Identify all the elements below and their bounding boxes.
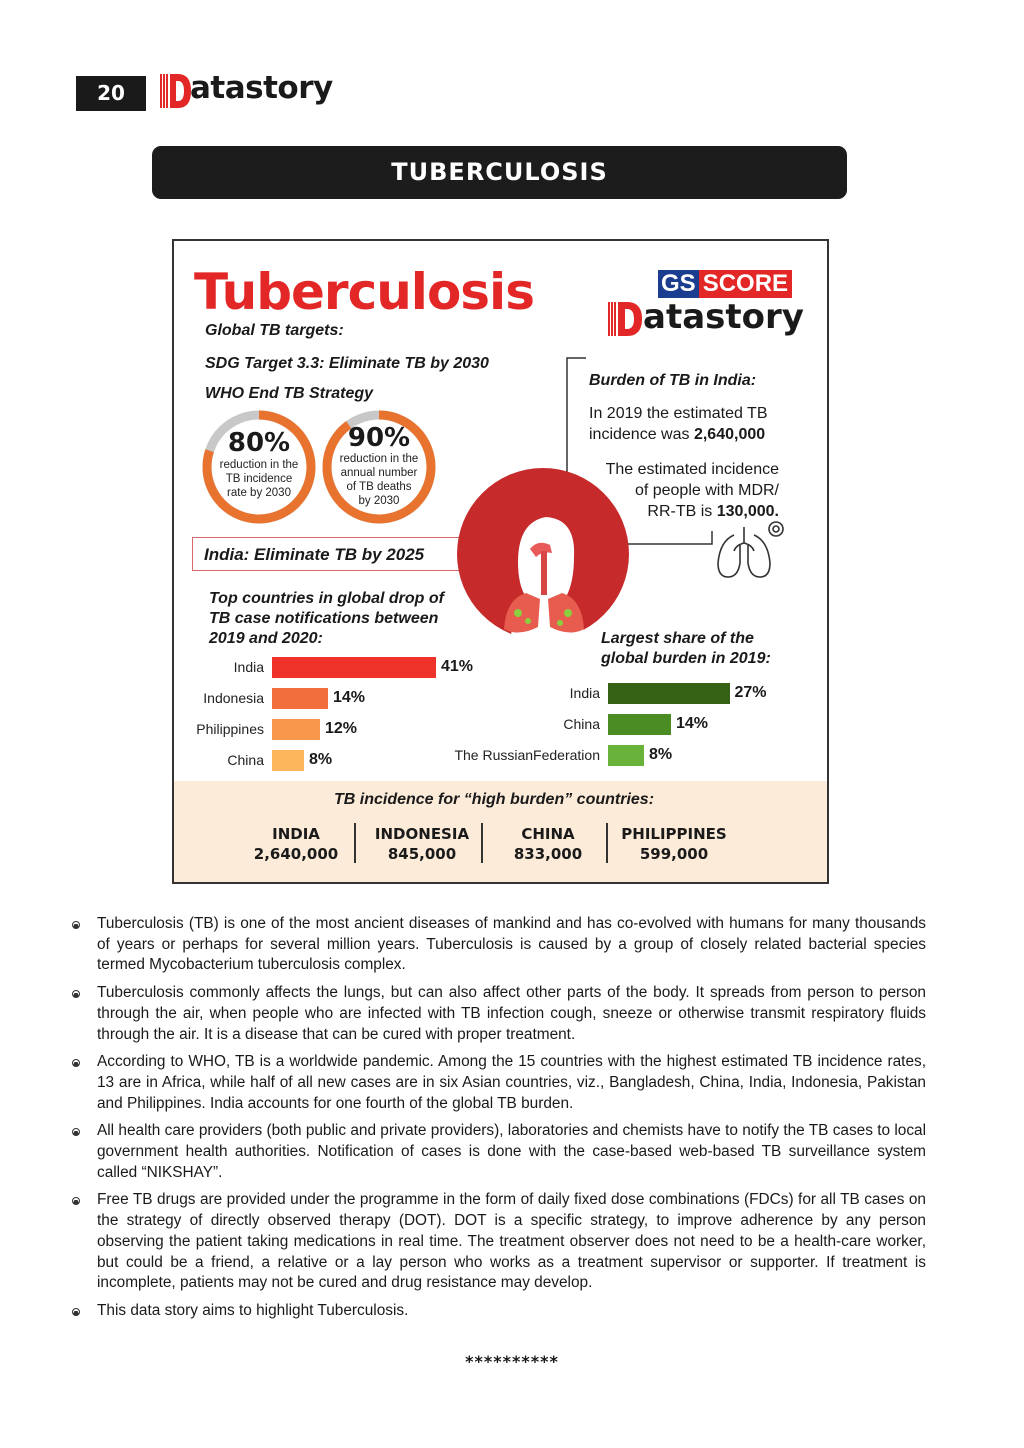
bar-value-label: 27% [734,684,767,701]
logo-gs: GS [658,270,699,298]
tb-infographic [172,239,829,884]
bar [272,657,436,678]
target-2-text: reduction in the annual number of TB deaths by 2030 [339,453,419,507]
sdg-target: SDG Target 3.3: Eliminate TB by 2030 [205,355,489,372]
bullet-icon [72,990,80,998]
brand-name: atastory [190,70,333,106]
bar-label: China [227,752,264,768]
gsscore-logo [658,270,792,298]
target-1-text: reduction in the TB incidence rate by 2030 [219,459,299,499]
bar-label: Indonesia [203,690,264,706]
pointer-line [624,491,724,551]
bar-value-label: 41% [441,658,474,675]
end-marker: ********** [465,1352,559,1371]
target-1-percent: 80% [227,428,291,458]
bar-label: Philippines [196,721,264,737]
bar-value-label: 14% [333,689,366,706]
bullet-icon [72,1128,80,1136]
logo-score: SCORE [699,270,792,298]
share-heading: Largest share of the global burden in 2019: [601,630,771,667]
bar-label: The RussianFederation [454,747,600,763]
bar [608,683,730,704]
hb-separator [606,823,608,863]
datastory-logo-small-icon [606,298,644,340]
bar-label: India [569,685,600,701]
mdr-text: The estimated incidence of people with MDR/ RR-TB is 130,000. [605,461,779,520]
bar-value-label: 12% [325,720,358,737]
hb-china: CHINA 833,000 [513,825,583,863]
hb-india: INDIA 2,640,000 [253,825,339,863]
bullet-icon [72,1197,80,1205]
list-item: According to WHO, TB is a worldwide pandemic. Among the 15 countries with the highest estimated TB incidence rates, 13 are in Africa, while half of all new cases are in six Asian countries, viz., Bangladesh, China, India, Indonesia, Pakistan and Philippines. India accounts for one fourth of the global TB burden. [72,1052,926,1114]
bar-value-label: 8% [649,746,673,763]
bullet-icon [72,921,80,929]
list-item: Tuberculosis commonly affects the lungs, but can also affect other parts of the body. It spreads from person to person through the air, when people who are infected with TB infection cough, sneeze or otherwise transmit respiratory fluids through the air. It is a disease that can be cured with proper treatment. [72,983,926,1045]
list-item: Tuberculosis (TB) is one of the most ancient diseases of mankind and has co-evolved with humans for many thousands of years or perhaps for several million years. Tuberculosis is caused by a group of closely related bacterial species termed Mycobacterium tuberculosis complex. [72,914,926,976]
bar-label: China [563,716,600,732]
datastory-logo-icon [158,70,192,112]
list-item: All health care providers (both public and private providers), laboratories and chemists have to notify the TB cases to local government health authorities. Notification of cases is done with the case-based web-based TB surveillance system called “NIKSHAY”. [72,1121,926,1183]
who-strategy: WHO End TB Strategy [205,385,374,402]
bullet-icon [72,1308,80,1316]
bullet-icon [72,1059,80,1067]
bar [272,688,328,709]
burden-heading: Burden of TB in India: [589,372,757,389]
drop-heading: Top countries in global drop of TB case notifications between 2019 and 2020: [209,590,444,647]
india-target: India: Eliminate TB by 2025 [204,545,425,564]
bar-label: India [233,659,264,675]
bar [272,750,304,771]
burden-text: In 2019 the estimated TB incidence was 2,640,000 [589,405,768,443]
hb-philippines: PHILIPPINES 599,000 [621,825,727,863]
hb-separator [354,823,356,863]
bar [608,745,644,766]
list-item: Free TB drugs are provided under the programme in the form of daily fixed dose combinations (FDCs) for all TB cases on the strategy of directly observed therapy (DOT). DOT is a specific strategy, to improve adherence by any person observing the patient taking medications in real time. The treatment observer does not need to be a health-care worker, but could be a friend, a relative or a lay person who works as a treatment supervisor or supporter. If treatment is incomplete, patients may not be cured and drug resistance may develop. [72,1190,926,1294]
lungs-icon [714,519,786,583]
list-item: This data story aims to highlight Tuberculosis. [72,1301,926,1322]
logo-datastory-text: atastory [643,297,804,337]
bullet-list [72,914,926,1329]
hb-separator [481,823,483,863]
respiratory-system-illustration [456,467,631,642]
infographic-title: Tuberculosis [194,263,534,321]
bar-value-label: 14% [676,715,709,732]
target-2-percent: 90% [347,423,411,453]
global-targets-heading: Global TB targets: [205,322,344,339]
section-title: TUBERCULOSIS [152,146,847,199]
page-number: 20 [76,76,146,111]
bar-value-label: 8% [309,751,333,768]
bar [608,714,671,735]
bar [272,719,320,740]
high-burden-heading: TB incidence for “high burden” countries: [334,791,655,808]
hb-indonesia: INDONESIA 845,000 [374,825,470,863]
